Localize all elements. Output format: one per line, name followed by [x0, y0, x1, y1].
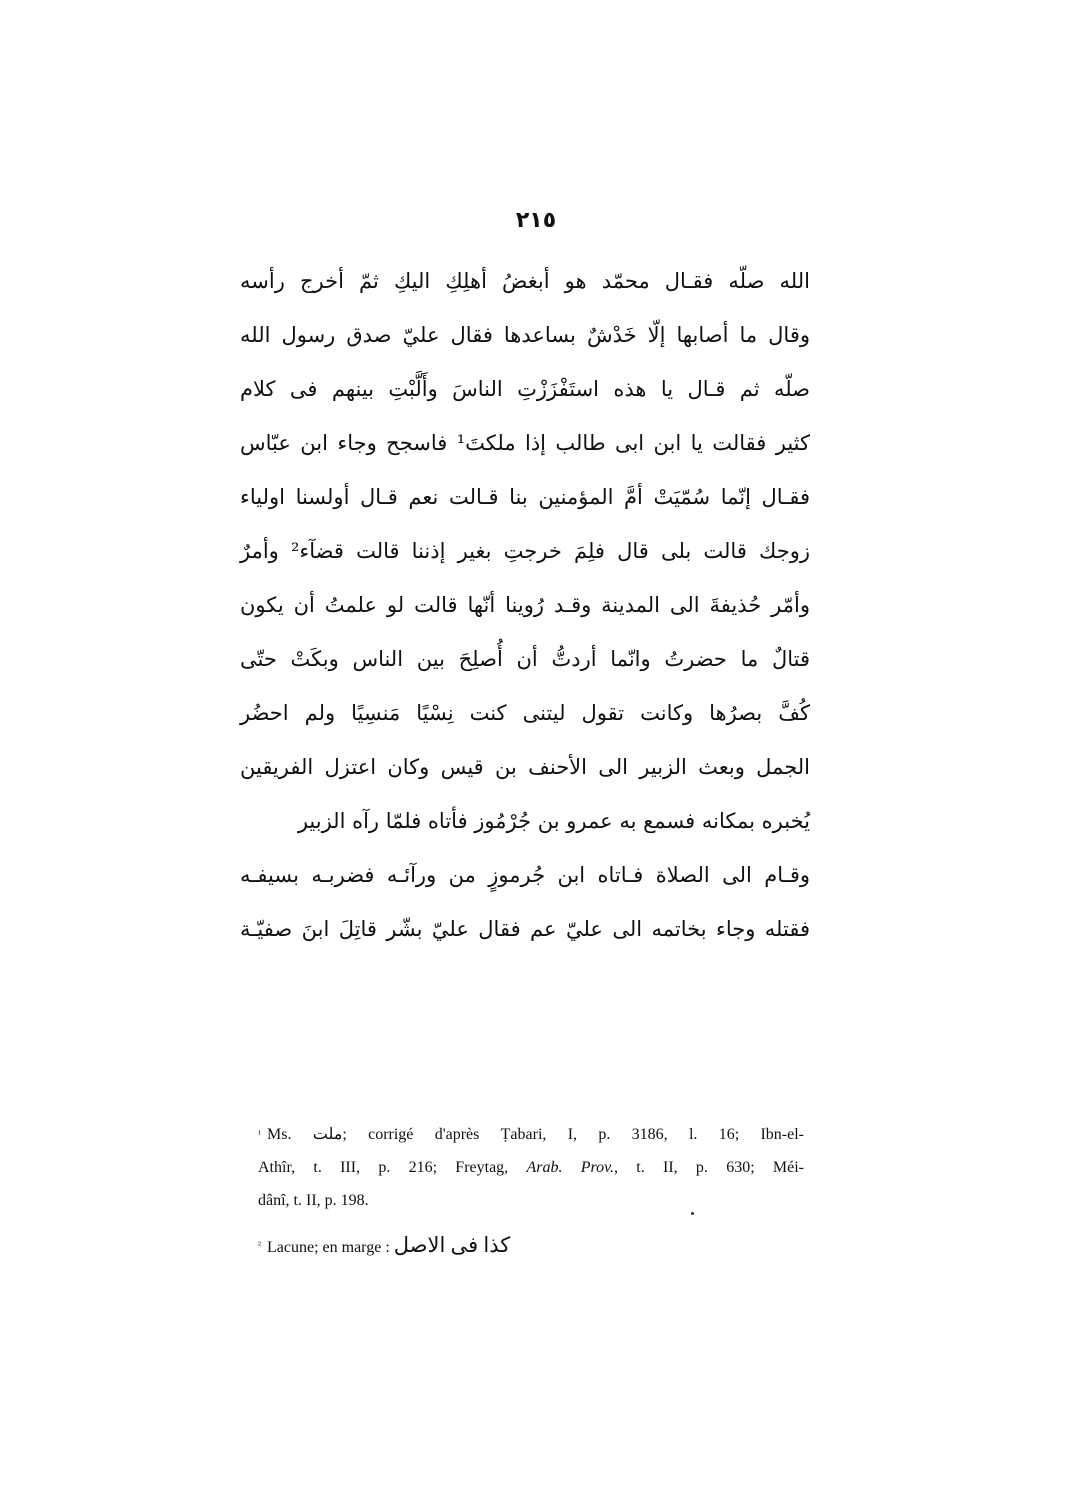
text-line: وقال ما أصابها إلّا خَدْشٌ بساعدها فقال عليّ صدق رسول الله [240, 323, 810, 347]
text-line: وأمّر حُذيفةَ الى المدينة وقـد رُوينا أنّها قالت لو علمتُ أن يكون [240, 593, 810, 617]
footnotes [258, 1118, 804, 1264]
text-line: فقتله وجاء بخاتمه الى عليّ عم فقال عليّ بشّر قاتِلَ ابنَ صفيّـة [240, 917, 810, 941]
text-line: قتالٌ ما حضرتُ وانّما أردتُّ أن أُصلِحَ بين الناس وبكَتْ حتّى [240, 647, 810, 671]
text-line: الجمل وبعث الزبير الى الأحنف بن قيس وكان اعتزل الفريقين [240, 755, 810, 779]
footnote-2 [258, 1229, 804, 1264]
text-line: وقـام الى الصلاة فـاتاه ابن جُرموزٍ من ورآئـه فضربـه بسيفـه [240, 863, 810, 887]
arabic-body-text [240, 254, 810, 956]
footnote-arabic-word: ملت [312, 1126, 343, 1143]
footnote-arabic-phrase: كذا فى الاصل [393, 1233, 511, 1257]
text-line: كثير فقالت يا ابن ابى طالب إذا ملكتَ¹ فاسجح وجاء ابن عبّاس [240, 431, 810, 455]
text-line: الله صلّه فقـال محمّد هو أبغضُ أهلِكِ اليكِ ثمّ أخرج رأسه [240, 269, 810, 293]
footnote-ms-label: Ms. [267, 1126, 292, 1143]
text-line: صلّه ثم قـال يا هذه استَفْزَزْتِ الناسَ وأَلَّبْتِ بينهم فى كلام [240, 377, 810, 401]
footnote-number: ² [258, 1240, 261, 1251]
text-line: كُفَّ بصرُها وكانت تقول ليتنى كنت نِسْيًا مَنسِيًا ولم احضُر [240, 701, 810, 725]
footnote-text: , t. II, p. 630; Méi- [614, 1159, 804, 1176]
footnote-number: ¹ [258, 1129, 261, 1140]
text-line: زوجك قالت بلى قال فلِمَ خرجتِ بغير إذننا قالت قضآء² وأمرٌ [240, 539, 810, 563]
footnote-text: ; corrigé d'après Ṭabari, I, p. 3186, l. 16; Ibn-el- [342, 1126, 805, 1143]
footnote-1-line-1 [258, 1118, 804, 1151]
text-line: فقـال إنّما سُمّيَتْ أمَّ المؤمنين بنا قـالت نعم قـال أولسنا اولياء [240, 485, 810, 509]
page-number: ٢١٥ [515, 208, 557, 233]
footnote-1-line-2 [258, 1151, 804, 1184]
footnote-1-line-3 [258, 1184, 804, 1217]
footnote-italic-title: Arab. Prov. [526, 1159, 615, 1176]
text-line: يُخبره بمكانه فسمع به عمرو بن جُرْمُوز فأتاه فلمّا رآه الزبير [297, 809, 810, 833]
footnote-text: dânî, t. II, p. 198. [258, 1192, 369, 1209]
ink-dot [691, 1212, 694, 1215]
footnote-text: Lacune; en marge : [267, 1239, 390, 1256]
footnote-text: Athîr, t. III, p. 216; Freytag, [258, 1159, 527, 1176]
